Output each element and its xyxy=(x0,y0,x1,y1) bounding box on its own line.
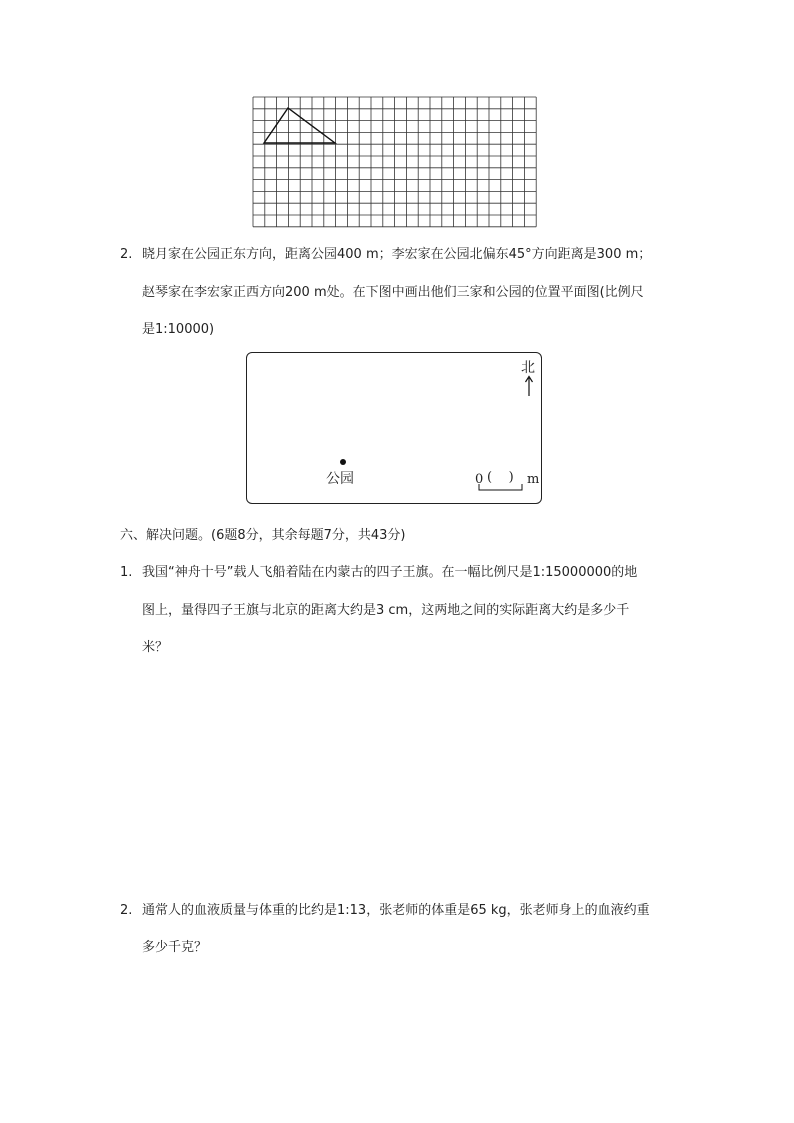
scale-blank: ( ) xyxy=(487,470,514,485)
question-text-line: 多少千克？ xyxy=(142,940,208,955)
question-number: 1. xyxy=(120,565,133,580)
grid-with-triangle xyxy=(252,96,538,228)
triangle-shape xyxy=(264,108,335,143)
section-heading: 六、解决问题。(6题8分，其余每题7分，共43分) xyxy=(120,528,406,543)
question-text-line: 米？ xyxy=(142,640,169,655)
map-frame xyxy=(246,352,542,504)
park-point xyxy=(340,459,346,465)
question-text-line: 图上，量得四子王旗与北京的距离大约是3 cm，这两地之间的实际距离大约是多少千 xyxy=(142,603,630,618)
north-label: 北 xyxy=(521,360,535,376)
question-number: 2. xyxy=(120,903,133,918)
scale-zero-label: 0 xyxy=(475,472,484,487)
question-text-line: 通常人的血液质量与体重的比约是1:13，张老师的体重是65 kg，张老师身上的血液约重 xyxy=(142,903,650,918)
question-text-line: 是1:10000) xyxy=(142,322,215,337)
park-label: 公园 xyxy=(326,471,354,487)
question-number: 2. xyxy=(120,247,133,262)
north-arrow-icon xyxy=(523,375,535,397)
question-text-line: 赵琴家在李宏家正西方向200 m处。在下图中画出他们三家和公园的位置平面图(比例尺 xyxy=(142,285,644,300)
question-text-line: 我国“神舟十号”载人飞船着陆在内蒙古的四子王旗。在一幅比例尺是1:15000000的地 xyxy=(142,565,638,580)
scale-unit-label: m xyxy=(527,472,540,487)
question-text-line: 晓月家在公园正东方向，距离公园400 m；李宏家在公园北偏东45°方向距离是300 m； xyxy=(142,247,652,262)
scale-bar xyxy=(478,483,524,493)
